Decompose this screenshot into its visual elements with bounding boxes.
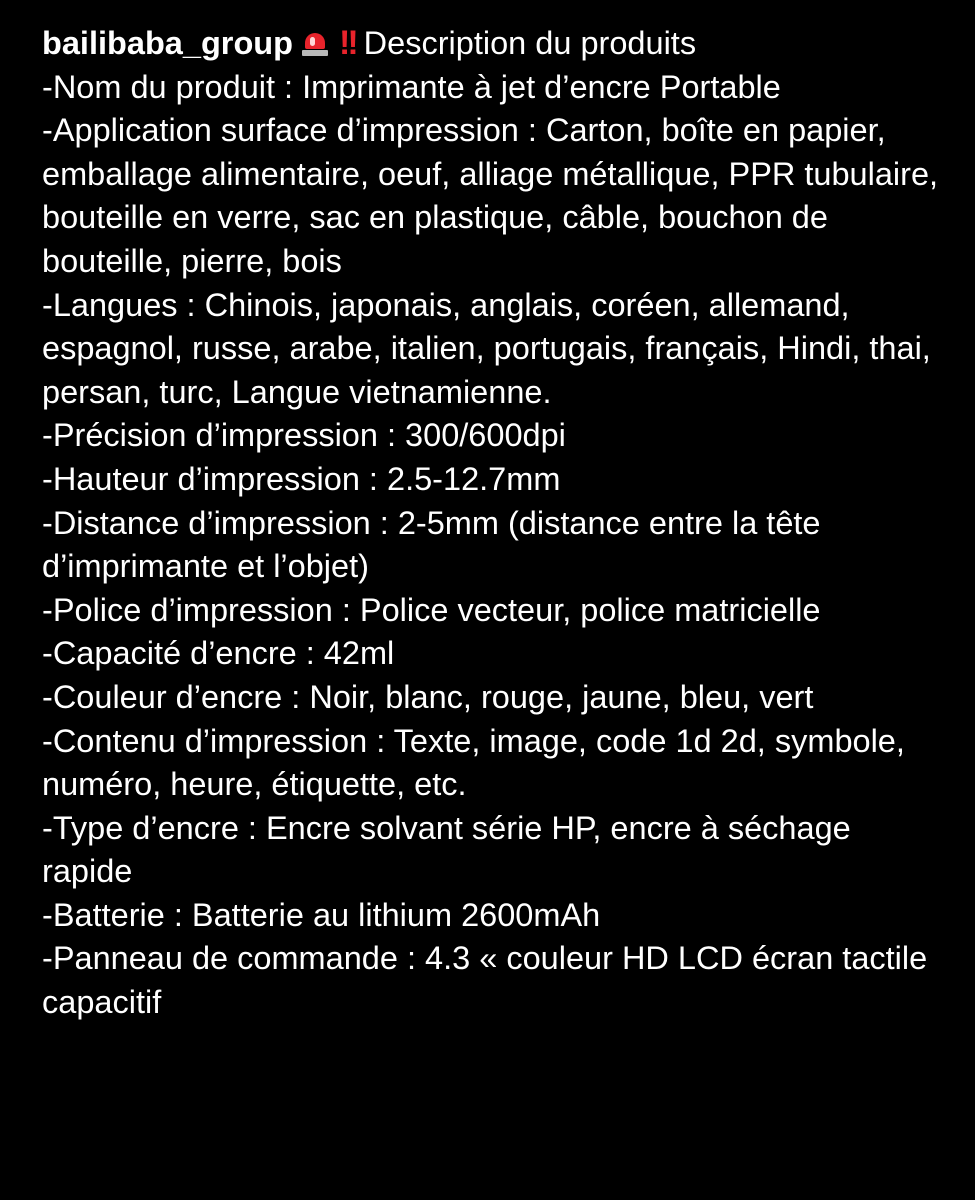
spec-line-product-name: -Nom du produit : Imprimante à jet d’encre Portable: [42, 68, 781, 105]
spec-line-print-distance: -Distance d’impression : 2-5mm (distance entre la tête d’imprimante et l’objet): [42, 504, 821, 585]
double-exclamation-icon: !!: [339, 24, 356, 62]
username-link[interactable]: bailibaba_group: [42, 25, 294, 61]
spec-line-print-height: -Hauteur d’impression : 2.5-12.7mm: [42, 460, 561, 497]
spec-line-control-panel: -Panneau de commande : 4.3 « couleur HD LCD écran tactile capacitif: [42, 940, 928, 1021]
spec-line-languages: -Langues : Chinois, japonais, anglais, coréen, allemand, espagnol, russe, arabe, italien, portugais, français, Hindi, thai, persan, turc, Langue vietnamienne.: [42, 286, 931, 410]
spec-line-ink-capacity: -Capacité d’encre : 42ml: [42, 635, 395, 672]
spec-line-print-font: -Police d’impression : Police vecteur, police matricielle: [42, 591, 821, 628]
spec-line-battery: -Batterie : Batterie au lithium 2600mAh: [42, 896, 601, 933]
spec-line-ink-color: -Couleur d’encre : Noir, blanc, rouge, jaune, bleu, vert: [42, 678, 814, 715]
spec-line-ink-type: -Type d’encre : Encre solvant série HP, encre à séchage rapide: [42, 809, 851, 890]
post-caption: [42, 22, 942, 1025]
caption-header: [42, 22, 942, 66]
rotating-light-icon: [301, 29, 329, 57]
spec-line-application-surface: -Application surface d’impression : Carton, boîte en papier, emballage alimentaire, oeuf, alliage métallique, PPR tubulaire, bouteille en verre, sac en plastique, câble, bouchon de bouteille, pierre, bois: [42, 112, 939, 279]
spec-line-print-precision: -Précision d’impression : 300/600dpi: [42, 417, 566, 454]
spec-line-print-content: -Contenu d’impression : Texte, image, code 1d 2d, symbole, numéro, heure, étiquette, etc.: [42, 722, 905, 803]
caption-heading: Description du produits: [363, 25, 697, 61]
